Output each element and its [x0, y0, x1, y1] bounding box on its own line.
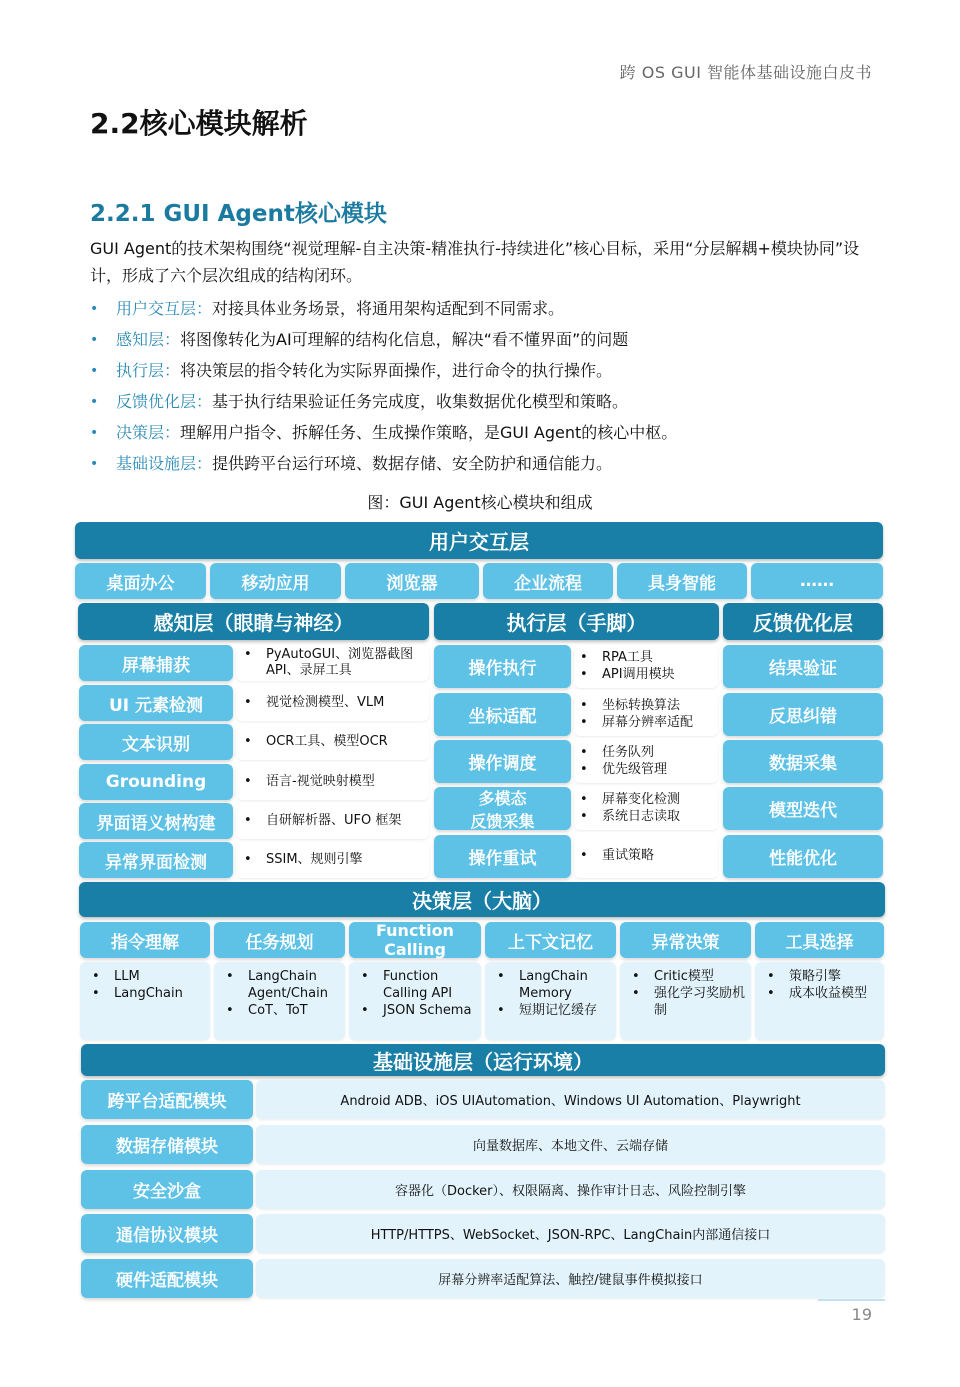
- execution-detail-list: [580, 791, 716, 825]
- detail-item: [497, 1002, 610, 1019]
- detail-text: 短期记忆缓存: [519, 1003, 598, 1018]
- detail-text: RPA工具: [602, 650, 653, 665]
- feedback-layer-header: 反馈优化层: [723, 603, 883, 640]
- bullet-dot-icon: •: [244, 852, 252, 867]
- bullet-dot-icon: •: [226, 969, 234, 984]
- bullet-dot-icon: •: [90, 394, 99, 410]
- execution-layer-header: 执行层（手脚）: [434, 603, 719, 640]
- bullet-dot-icon: •: [244, 813, 252, 828]
- feedback-module: 数据采集: [723, 740, 883, 783]
- user-layer-item: 具身智能: [617, 563, 747, 599]
- infrastructure-detail: 容器化（Docker）、权限隔离、操作审计日志、风险控制引擎: [256, 1170, 885, 1209]
- detail-item: [244, 734, 424, 750]
- detail-text: Critic模型: [654, 969, 714, 984]
- detail-item: [497, 968, 610, 1002]
- bullet-dot-icon: •: [580, 698, 588, 713]
- detail-item: [361, 1002, 475, 1019]
- infrastructure-detail: HTTP/HTTPS、WebSocket、JSON-RPC、LangChain内部通信接口: [256, 1214, 885, 1253]
- bullet-dot-icon: •: [580, 762, 588, 777]
- perception-detail-list: [244, 852, 424, 868]
- detail-text: 屏幕分辨率适配: [602, 715, 694, 730]
- bullet-term: 基础设施层：: [116, 454, 213, 473]
- detail-text: LangChain: [114, 986, 183, 1001]
- decision-module: 指令理解: [80, 922, 210, 958]
- user-layer-item: 桌面办公: [75, 563, 206, 599]
- page-number-rule: [818, 1299, 885, 1301]
- bullet-term: 决策层：: [116, 423, 181, 442]
- detail-item: [767, 985, 878, 1002]
- bullet-dot-icon: •: [580, 745, 588, 760]
- decision-module: 上下文记忆: [485, 922, 616, 958]
- running-header: 跨 OS GUI 智能体基础设施白皮书: [619, 63, 872, 82]
- user-layer-item: 浏览器: [345, 563, 479, 599]
- infrastructure-module: 通信协议模块: [81, 1214, 253, 1253]
- bullet-item: [90, 452, 890, 483]
- execution-detail-list: [580, 847, 716, 864]
- detail-item: [580, 808, 716, 825]
- detail-item: [361, 968, 475, 1002]
- bullet-item: [90, 390, 890, 421]
- decision-module: Function Calling: [349, 922, 481, 958]
- perception-detail-list: [244, 695, 424, 711]
- bullet-dot-icon: •: [580, 792, 588, 807]
- bullet-dot-icon: •: [632, 986, 640, 1001]
- bullet-dot-icon: •: [244, 774, 252, 789]
- execution-module: 操作重试: [434, 835, 571, 878]
- bullet-dot-icon: •: [90, 363, 99, 379]
- detail-text: CoT、ToT: [248, 1003, 308, 1018]
- infrastructure-detail: 屏幕分辨率适配算法、触控/键鼠事件模拟接口: [256, 1259, 885, 1298]
- bullet-text: 理解用户指令、拆解任务、生成操作策略，是GUI Agent的核心中枢。: [180, 423, 678, 442]
- bullet-item: [90, 359, 890, 390]
- bullet-dot-icon: •: [361, 1003, 369, 1018]
- execution-detail-list: [580, 744, 716, 778]
- decision-detail-list: [767, 968, 878, 1002]
- detail-item: [580, 697, 716, 714]
- decision-layer-header: 决策层（大脑）: [79, 882, 885, 917]
- bullet-dot-icon: •: [580, 809, 588, 824]
- detail-text: OCR工具、模型OCR: [266, 734, 388, 749]
- user-layer-header: 用户交互层: [75, 522, 883, 559]
- perception-module: 界面语义树构建: [79, 803, 233, 839]
- bullet-text: 将决策层的指令转化为实际界面操作，进行命令的执行操作。: [180, 361, 613, 380]
- bullet-item: [90, 421, 890, 452]
- feedback-module: 性能优化: [723, 835, 883, 878]
- feedback-module: 结果验证: [723, 645, 883, 688]
- bullet-dot-icon: •: [90, 425, 99, 441]
- detail-item: [767, 968, 878, 985]
- decision-detail-list: [632, 968, 745, 1019]
- detail-text: 策略引擎: [789, 969, 842, 984]
- bullet-term: 感知层：: [116, 330, 181, 349]
- detail-item: [226, 1002, 339, 1019]
- detail-item: [92, 968, 204, 985]
- infrastructure-detail: Android ADB、iOS UIAutomation、Windows UI Automation、Playwright: [256, 1080, 885, 1119]
- execution-detail-list: [580, 697, 716, 731]
- detail-text: 屏幕变化检测: [602, 792, 681, 807]
- user-layer-item: ……: [751, 563, 883, 599]
- bullet-dot-icon: •: [767, 969, 775, 984]
- bullet-text: 将图像转化为AI可理解的结构化信息，解决“看不懂界面”的问题: [180, 330, 629, 349]
- detail-text: 系统日志读取: [602, 809, 681, 824]
- detail-item: [580, 761, 716, 778]
- decision-module: 任务规划: [214, 922, 345, 958]
- detail-item: [580, 791, 716, 808]
- perception-module: 异常界面检测: [79, 842, 233, 878]
- perception-layer-header: 感知层（眼睛与神经）: [78, 603, 429, 640]
- detail-text: 视觉检测模型、VLM: [266, 695, 385, 710]
- detail-text: 任务队列: [602, 745, 655, 760]
- detail-text: API调用模块: [602, 667, 675, 682]
- execution-detail-list: [580, 649, 716, 683]
- infrastructure-module: 硬件适配模块: [81, 1259, 253, 1298]
- bullet-dot-icon: •: [244, 734, 252, 749]
- detail-item: [580, 714, 716, 731]
- detail-text: SSIM、规则引擎: [266, 852, 363, 867]
- subsection-title: 2.2.1 GUI Agent核心模块: [90, 201, 387, 227]
- detail-item: [244, 647, 424, 679]
- decision-detail-list: [226, 968, 339, 1019]
- perception-module: UI 元素检测: [79, 685, 233, 721]
- detail-text: 自研解析器、UFO 框架: [266, 813, 402, 828]
- bullet-dot-icon: •: [226, 1003, 234, 1018]
- detail-item: [632, 968, 745, 985]
- detail-item: [580, 847, 716, 864]
- detail-item: [580, 649, 716, 666]
- perception-detail-list: [244, 647, 424, 679]
- bullet-item: [90, 297, 890, 328]
- bullet-dot-icon: •: [580, 715, 588, 730]
- bullet-dot-icon: •: [244, 647, 252, 662]
- detail-text: 强化学习奖励机制: [654, 986, 746, 1018]
- bullet-dot-icon: •: [497, 1003, 505, 1018]
- bullet-dot-icon: •: [497, 969, 505, 984]
- infrastructure-layer-header: 基础设施层（运行环境）: [81, 1044, 885, 1076]
- bullet-term: 用户交互层：: [116, 299, 213, 318]
- detail-item: [244, 774, 424, 790]
- execution-module: 操作调度: [434, 740, 571, 783]
- bullet-text: 基于执行结果验证任务完成度，收集数据优化模型和策略。: [212, 392, 629, 411]
- detail-text: JSON Schema: [383, 1003, 472, 1018]
- bullet-dot-icon: •: [90, 332, 99, 348]
- bullet-dot-icon: •: [767, 986, 775, 1001]
- bullet-dot-icon: •: [632, 969, 640, 984]
- perception-detail-list: [244, 734, 424, 750]
- detail-text: Function Calling API: [383, 969, 453, 1001]
- bullet-dot-icon: •: [361, 969, 369, 984]
- bullet-dot-icon: •: [90, 301, 99, 317]
- perception-detail-list: [244, 813, 424, 829]
- bullet-dot-icon: •: [92, 986, 100, 1001]
- detail-text: 语言-视觉映射模型: [266, 774, 375, 789]
- user-layer-item: 移动应用: [210, 563, 341, 599]
- infrastructure-module: 安全沙盒: [81, 1170, 253, 1209]
- perception-module: 文本识别: [79, 724, 233, 760]
- page-number: 19: [851, 1305, 872, 1324]
- bullet-text: 提供跨平台运行环境、数据存储、安全防护和通信能力。: [212, 454, 613, 473]
- decision-detail-list: [497, 968, 610, 1019]
- detail-text: 重试策略: [602, 848, 655, 863]
- figure-caption: 图：GUI Agent核心模块和组成: [367, 493, 593, 512]
- bullet-term: 执行层：: [116, 361, 181, 380]
- bullet-item: [90, 328, 890, 359]
- detail-item: [580, 666, 716, 683]
- perception-module: Grounding: [79, 764, 233, 800]
- bullet-dot-icon: •: [90, 456, 99, 472]
- bullet-dot-icon: •: [580, 650, 588, 665]
- detail-item: [580, 744, 716, 761]
- perception-detail-list: [244, 774, 424, 790]
- feedback-module: 反思纠错: [723, 693, 883, 736]
- detail-text: 成本收益模型: [789, 986, 868, 1001]
- decision-module: 工具选择: [755, 922, 884, 958]
- decision-module: 异常决策: [620, 922, 751, 958]
- bullet-dot-icon: •: [580, 667, 588, 682]
- decision-detail-list: [92, 968, 204, 1002]
- detail-text: LangChain Agent/Chain: [248, 969, 328, 1001]
- detail-item: [244, 813, 424, 829]
- detail-text: LLM: [114, 969, 140, 984]
- detail-text: PyAutoGUI、浏览器截图API、录屏工具: [266, 647, 414, 678]
- layer-bullet-list: [90, 297, 890, 483]
- bullet-term: 反馈优化层：: [116, 392, 213, 411]
- detail-item: [244, 852, 424, 868]
- execution-module: 操作执行: [434, 645, 571, 688]
- detail-item: [226, 968, 339, 1002]
- bullet-dot-icon: •: [92, 969, 100, 984]
- bullet-text: 对接具体业务场景，将通用架构适配到不同需求。: [212, 299, 565, 318]
- section-title: 2.2核心模块解析: [90, 107, 308, 140]
- detail-text: 优先级管理: [602, 762, 668, 777]
- bullet-dot-icon: •: [244, 695, 252, 710]
- bullet-dot-icon: •: [580, 848, 588, 863]
- detail-item: [244, 695, 424, 711]
- infrastructure-module: 跨平台适配模块: [81, 1080, 253, 1119]
- user-layer-item: 企业流程: [483, 563, 613, 599]
- perception-module: 屏幕捕获: [79, 645, 233, 681]
- detail-text: 坐标转换算法: [602, 698, 681, 713]
- feedback-module: 模型迭代: [723, 787, 883, 830]
- infrastructure-detail: 向量数据库、本地文件、云端存储: [256, 1125, 885, 1164]
- execution-module: 多模态 反馈采集: [434, 787, 571, 830]
- detail-item: [92, 985, 204, 1002]
- detail-item: [632, 985, 745, 1019]
- execution-module: 坐标适配: [434, 693, 571, 736]
- detail-text: LangChain Memory: [519, 969, 588, 1001]
- infrastructure-module: 数据存储模块: [81, 1125, 253, 1164]
- intro-paragraph: GUI Agent的技术架构围绕“视觉理解-自主决策-精准执行-持续进化”核心目标，采用“分层解耦+模块协同”设计，形成了六个层次组成的结构闭环。: [90, 239, 860, 285]
- decision-detail-list: [361, 968, 475, 1019]
